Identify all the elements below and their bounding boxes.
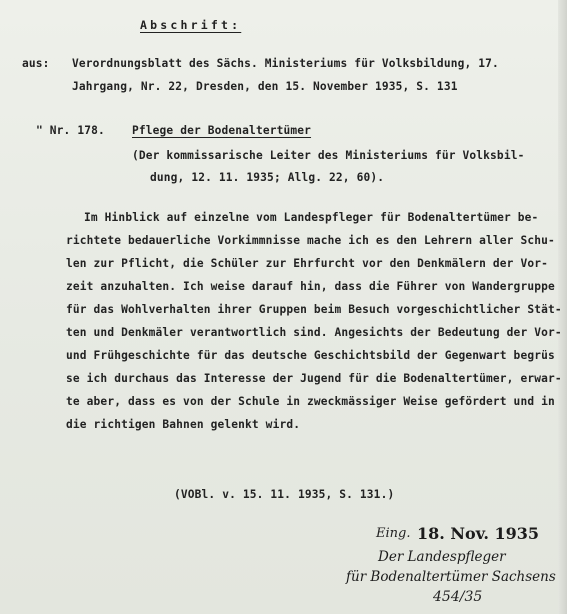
body-line: te aber, dass es von der Schule in zweckmässiger Weise gefördert und in	[66, 395, 555, 408]
body-line: die richtigen Bahnen gelenkt wird.	[66, 418, 301, 431]
citation: (VOBl. v. 15. 11. 1935, S. 131.)	[174, 488, 395, 501]
body-line: len zur Pflicht, die Schüler zur Ehrfurcht vor den Denkmälern der Vor-	[66, 257, 548, 270]
source-line-2: Jahrgang, Nr. 22, Dresden, den 15. November 1935, S. 131	[72, 80, 458, 93]
body-line: zeit anzuhalten. Ich weise darauf hin, dass die Führer von Wandergruppe	[66, 280, 555, 293]
stamp-line-1: Der Landespfleger	[378, 549, 506, 565]
source-label: aus:	[22, 57, 50, 70]
section-heading: Pflege der Bodenaltertümer	[132, 124, 312, 137]
section-note-line-1: (Der kommissarische Leiter des Ministeriums für Volksbil-	[132, 149, 525, 162]
source-line-1: Verordnungsblatt des Sächs. Ministeriums für Volksbildung, 17.	[72, 57, 499, 70]
body-line: ten und Denkmäler verantwortlich sind. Angesichts der Bedeutung der Vor-	[66, 326, 562, 339]
stamp-line-2: für Bodenaltertümer Sachsens	[346, 569, 556, 585]
document-title: Abschrift:	[140, 18, 242, 32]
body-line: für das Wohlverhalten ihrer Gruppen beim Besuch vorgeschichtlicher Stät-	[66, 303, 562, 316]
received-mark: Eing.	[376, 526, 411, 541]
body-line: richtete bedauerliche Vorkimmnisse mache ich es den Lehrern aller Schu-	[66, 234, 555, 247]
section-number: " Nr. 178.	[36, 124, 105, 137]
reference-number: 454/35	[433, 589, 483, 605]
section-note-line-2: dung, 12. 11. 1935; Allg. 22, 60).	[150, 171, 385, 184]
body-line: Im Hinblick auf einzelne vom Landespfleger für Bodenaltertümer be-	[84, 211, 539, 224]
received-date: 18. Nov. 1935	[417, 524, 540, 543]
body-line: und Frühgeschichte für das deutsche Geschichtsbild der Gegenwart begrüs	[66, 349, 555, 362]
body-line: se ich durchaus das Interesse der Jugend für die Bodenaltertümer, erwar-	[66, 372, 562, 385]
